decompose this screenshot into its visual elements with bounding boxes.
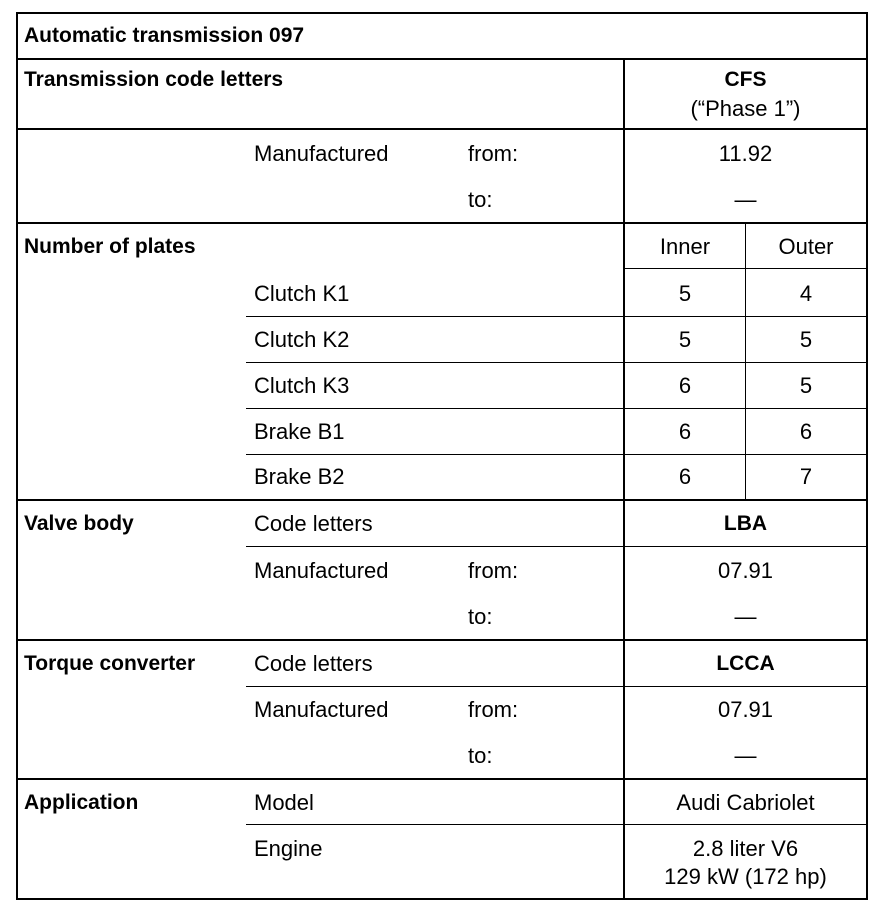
torque-converter-code-label: Code letters xyxy=(254,651,373,676)
plates-row-divider xyxy=(246,454,868,455)
outer-header: Outer xyxy=(778,234,834,259)
plate-name: Clutch K1 xyxy=(254,281,350,306)
application-engine-label: Engine xyxy=(254,836,323,861)
valve-body-label: Valve body xyxy=(24,512,134,535)
manufactured-to-value: — xyxy=(734,187,757,212)
plate-outer-count: 4 xyxy=(799,281,813,306)
valve-body-from-value: 07.91 xyxy=(717,558,774,583)
valve-body-from-label: from: xyxy=(468,558,519,583)
plate-name: Clutch K3 xyxy=(254,373,350,398)
plate-inner-count: 5 xyxy=(678,327,692,352)
border-top xyxy=(16,12,868,14)
plate-inner-count: 6 xyxy=(678,464,692,489)
plate-name: Brake B2 xyxy=(254,464,345,489)
plates-row-divider xyxy=(246,316,868,317)
valve-body-code-value: LBA xyxy=(723,512,768,535)
manufactured-from-value: 11.92 xyxy=(718,141,773,166)
plate-inner-count: 5 xyxy=(678,281,692,306)
row-divider xyxy=(16,128,868,130)
torque-converter-from-value: 07.91 xyxy=(717,697,774,722)
application-label: Application xyxy=(24,791,139,814)
plate-name: Brake B1 xyxy=(254,419,345,444)
plates-row-divider xyxy=(246,408,868,409)
torque-converter-to-value: — xyxy=(734,743,757,768)
code-letters-note: (“Phase 1”) xyxy=(690,96,801,121)
plates-label: Number of plates xyxy=(24,235,196,258)
valve-body-manufactured-label: Manufactured xyxy=(254,558,389,583)
plates-row-divider xyxy=(246,362,868,363)
plate-outer-count: 7 xyxy=(799,464,813,489)
torque-converter-to-label: to: xyxy=(468,743,493,768)
plate-outer-count: 6 xyxy=(799,419,813,444)
valve-body-to-label: to: xyxy=(468,604,493,629)
manufactured-from-label: from: xyxy=(468,141,519,166)
row-divider xyxy=(16,778,868,780)
row-divider xyxy=(16,222,868,224)
inner-outer-column-divider xyxy=(745,222,746,499)
table-title: Automatic transmission 097 xyxy=(24,24,305,47)
border-left xyxy=(16,12,18,900)
plate-outer-count: 5 xyxy=(799,373,813,398)
row-divider xyxy=(16,499,868,501)
plate-outer-count: 5 xyxy=(799,327,813,352)
valve-row-divider xyxy=(246,546,868,547)
application-model-label: Model xyxy=(254,790,314,815)
application-model-value: Audi Cabriolet xyxy=(676,790,815,815)
torque-converter-code-value: LCCA xyxy=(716,652,775,675)
row-divider xyxy=(16,58,868,60)
torque-converter-manufactured-label: Manufactured xyxy=(254,697,389,722)
valve-body-code-label: Code letters xyxy=(254,511,373,536)
application-engine-power: 129 kW (172 hp) xyxy=(664,864,827,889)
border-bottom xyxy=(16,898,868,900)
torque-row-divider xyxy=(246,686,868,687)
torque-converter-label: Torque converter xyxy=(24,652,196,675)
torque-converter-from-label: from: xyxy=(468,697,519,722)
plate-name: Clutch K2 xyxy=(254,327,350,352)
application-engine-value: 2.8 liter V6 xyxy=(692,836,799,861)
manufactured-to-label: to: xyxy=(468,187,493,212)
manufactured-label: Manufactured xyxy=(254,141,389,166)
row-divider xyxy=(16,639,868,641)
inner-outer-header-divider xyxy=(624,268,868,269)
border-right xyxy=(866,12,868,900)
code-letters-value: CFS xyxy=(724,68,767,91)
plate-inner-count: 6 xyxy=(678,419,692,444)
plate-inner-count: 6 xyxy=(678,373,692,398)
application-row-divider xyxy=(246,824,868,825)
code-letters-label: Transmission code letters xyxy=(24,68,284,91)
valve-body-to-value: — xyxy=(734,604,757,629)
inner-header: Inner xyxy=(659,234,711,259)
